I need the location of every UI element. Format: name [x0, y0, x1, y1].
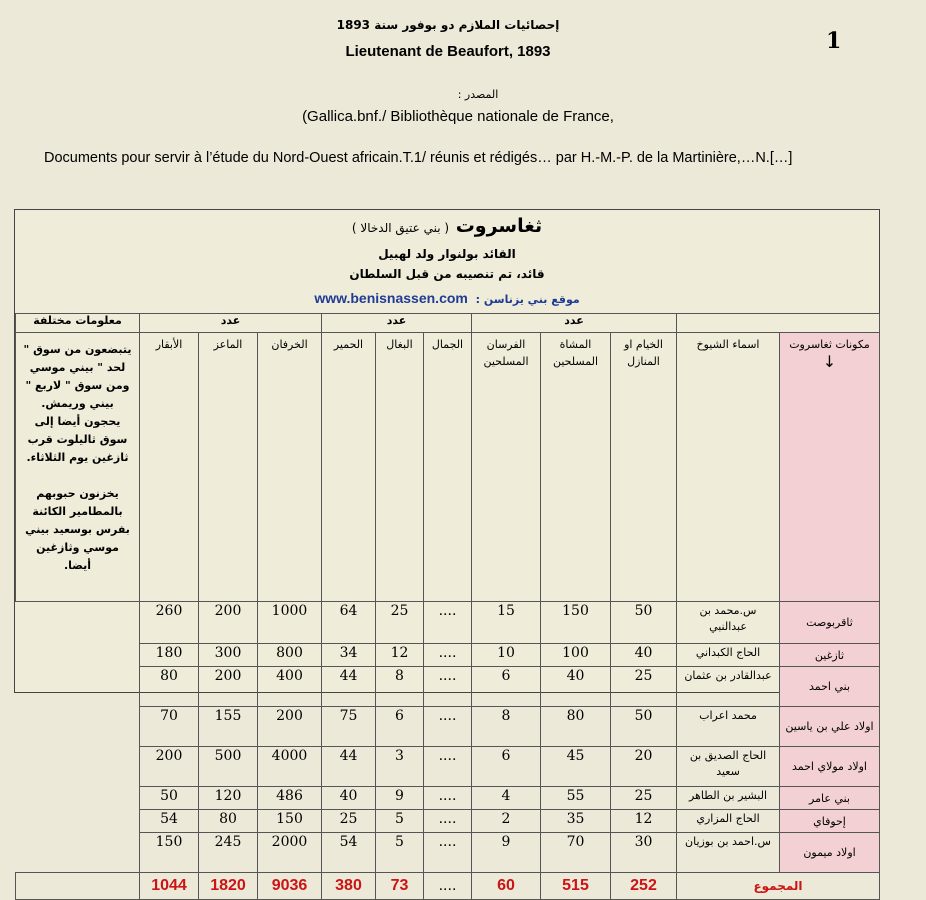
table-row: [16, 667, 880, 707]
cell-sheep: 150: [258, 810, 322, 833]
cell-sheep: 200: [258, 707, 322, 747]
cell-tents: 40: [611, 644, 677, 667]
col-components: [780, 333, 880, 602]
component-name: بني عامر: [780, 787, 880, 810]
cell-camels: ....: [424, 667, 472, 707]
col-goats: الماعز: [199, 333, 258, 602]
page-number: 1: [826, 28, 842, 54]
total-cavalry: 60: [472, 873, 541, 900]
cell-donkeys: 34: [322, 644, 376, 667]
cell-cavalry: 6: [472, 747, 541, 787]
cell-donkeys: 75: [322, 707, 376, 747]
table-row: [16, 747, 880, 787]
cell-infantry: 70: [541, 833, 611, 873]
site-label: موقع بني يزناسن :: [475, 293, 580, 306]
col-mules: البغال: [376, 333, 424, 602]
cell-infantry: 40: [541, 667, 611, 707]
tribe-subtitle: ( بني عتيق الدخالا ): [351, 221, 450, 235]
cell-infantry: 35: [541, 810, 611, 833]
cell-sheep: 2000: [258, 833, 322, 873]
sheikh-name: البشير بن الطاهر: [677, 787, 780, 810]
cell-sheep: 4000: [258, 747, 322, 787]
cell-goats: 300: [199, 644, 258, 667]
group-header-livestock: عدد: [140, 314, 322, 333]
component-name: اولاد علي بن ياسين: [780, 707, 880, 747]
total-tents: 252: [611, 873, 677, 900]
table-row: [16, 644, 880, 667]
cell-cattle: 54: [140, 810, 199, 833]
total-cattle: 1044: [140, 873, 199, 900]
col-components-label: مكونات ثغاسروت: [789, 338, 870, 351]
statistics-panel: [14, 209, 880, 894]
cell-donkeys: 64: [322, 602, 376, 644]
documents-reference: Documents pour servir à l’étude du Nord-Ouest africain.T.1/ réunis et rédigés… par H.-M.-P. de la Martinière,…N.[…]: [44, 150, 793, 166]
component-name: بني احمد: [780, 667, 880, 707]
site-url[interactable]: www.benisnassen.com: [314, 290, 468, 306]
sheikh-name: الحاج الصديق بن سعيد: [677, 747, 780, 787]
site-line: [15, 290, 879, 306]
qaid-line: القائد بولنوار ولد لهبيل: [378, 247, 516, 261]
cell-infantry: 80: [541, 707, 611, 747]
group-header-pack-animals: عدد: [322, 314, 472, 333]
component-name: إحوفاي: [780, 810, 880, 833]
cell-tents: 25: [611, 787, 677, 810]
cell-sheep: 800: [258, 644, 322, 667]
cell-sheep: 400: [258, 667, 322, 707]
cell-mules: 5: [376, 810, 424, 833]
notes-markets: يتبضعون من سوق " لحد " بيني موسي ومن سوق " لاربع " بيني وريمش. يحجون أيضا إلى سوق ثاليلوت قرب ثازغين يوم الثلاثاء.: [23, 343, 132, 464]
cell-mules: 5: [376, 833, 424, 873]
source-text: (Gallica.bnf./ Bibliothèque nationale de France,: [302, 108, 614, 125]
totals-row: [16, 873, 880, 900]
group-header-blank: [677, 314, 880, 333]
cell-cavalry: 6: [472, 667, 541, 707]
cell-goats: 200: [199, 667, 258, 707]
cell-tents: 50: [611, 602, 677, 644]
col-tents: الخيام او المنازل: [611, 333, 677, 602]
cell-camels: ....: [424, 707, 472, 747]
table-row: [16, 602, 880, 644]
cell-camels: ....: [424, 833, 472, 873]
sheikh-name: س.احمد بن بوزيان: [677, 833, 780, 873]
cell-tents: 50: [611, 707, 677, 747]
col-sheep: الخرفان: [258, 333, 322, 602]
tribe-name: ثغاسروت: [455, 215, 543, 237]
statistics-table: [15, 313, 880, 900]
cell-mules: 6: [376, 707, 424, 747]
cell-tents: 12: [611, 810, 677, 833]
cell-donkeys: 25: [322, 810, 376, 833]
cell-cattle: 80: [140, 667, 199, 707]
cell-cavalry: 2: [472, 810, 541, 833]
col-cattle: الأبقار: [140, 333, 199, 602]
cell-camels: ....: [424, 810, 472, 833]
cell-sheep: 486: [258, 787, 322, 810]
total-goats: 1820: [199, 873, 258, 900]
group-header-row: [16, 314, 880, 333]
cell-infantry: 45: [541, 747, 611, 787]
totals-label: المجموع: [677, 873, 880, 900]
cell-cattle: 150: [140, 833, 199, 873]
cell-mules: 12: [376, 644, 424, 667]
cell-mules: 25: [376, 602, 424, 644]
total-infantry: 515: [541, 873, 611, 900]
cell-donkeys: 44: [322, 747, 376, 787]
cell-infantry: 55: [541, 787, 611, 810]
table-row: [16, 787, 880, 810]
col-infantry: المشاة المسلحين: [541, 333, 611, 602]
cell-cattle: 70: [140, 707, 199, 747]
cell-donkeys: 40: [322, 787, 376, 810]
col-cavalry: الفرسان المسلحين: [472, 333, 541, 602]
total-mules: 73: [376, 873, 424, 900]
cell-sheep: 1000: [258, 602, 322, 644]
table-row: [16, 810, 880, 833]
appointment-line: قائد، تم تنصيبه من قبل السلطان: [349, 267, 545, 281]
cell-tents: 30: [611, 833, 677, 873]
col-donkeys: الحمير: [322, 333, 376, 602]
title-arabic: إحصائيات الملازم دو بوفور سنة 1893: [336, 18, 560, 32]
cell-goats: 200: [199, 602, 258, 644]
component-name: ثازغين: [780, 644, 880, 667]
cell-cavalry: 10: [472, 644, 541, 667]
sheikh-name: الحاج الكبداني: [677, 644, 780, 667]
cell-infantry: 100: [541, 644, 611, 667]
col-sheikhs: اسماء الشيوخ: [677, 333, 780, 602]
cell-cattle: 200: [140, 747, 199, 787]
cell-cattle: 180: [140, 644, 199, 667]
notes-storage: يخزنون حبوبهم بالمطامير الكائنة بفرس بوسعيد بيني موسي وثازغين أيضا.: [25, 487, 130, 572]
component-name: اولاد ميمون: [780, 833, 880, 873]
cell-camels: ....: [424, 644, 472, 667]
cell-camels: ....: [424, 747, 472, 787]
source-label: المصدر :: [457, 88, 499, 101]
cell-goats: 155: [199, 707, 258, 747]
table-row: [16, 833, 880, 873]
cell-cattle: 260: [140, 602, 199, 644]
cell-goats: 120: [199, 787, 258, 810]
cell-mules: 9: [376, 787, 424, 810]
title-french: Lieutenant de Beaufort, 1893: [345, 43, 551, 60]
cell-infantry: 150: [541, 602, 611, 644]
cell-camels: ....: [424, 787, 472, 810]
column-header-row: [16, 333, 880, 602]
cell-tents: 20: [611, 747, 677, 787]
cell-donkeys: 44: [322, 667, 376, 707]
sheikh-name: الحاج المزاري: [677, 810, 780, 833]
cell-goats: 500: [199, 747, 258, 787]
tribe-title: [15, 215, 879, 237]
total-sheep: 9036: [258, 873, 322, 900]
cell-goats: 80: [199, 810, 258, 833]
group-header-notes: معلومات مختلفة: [16, 314, 140, 333]
cell-mules: 8: [376, 667, 424, 707]
group-header-people: عدد: [472, 314, 677, 333]
col-camels: الجمال: [424, 333, 472, 602]
cell-cattle: 50: [140, 787, 199, 810]
cell-mules: 3: [376, 747, 424, 787]
sheikh-name: س.محمد بن عبدالنبي: [677, 602, 780, 644]
total-camels: ....: [424, 873, 472, 900]
cell-goats: 245: [199, 833, 258, 873]
cell-cavalry: 8: [472, 707, 541, 747]
cell-camels: ....: [424, 602, 472, 644]
cell-donkeys: 54: [322, 833, 376, 873]
table-row: [16, 707, 880, 747]
component-name: ثاقربوصت: [780, 602, 880, 644]
notes-cell: [16, 333, 140, 602]
cell-tents: 25: [611, 667, 677, 707]
cell-cavalry: 15: [472, 602, 541, 644]
total-donkeys: 380: [322, 873, 376, 900]
sheikh-name: عبدالقادر بن عثمان: [677, 667, 780, 707]
cell-cavalry: 4: [472, 787, 541, 810]
component-name: اولاد مولاي احمد: [780, 747, 880, 787]
totals-notes-blank: [16, 873, 140, 900]
cell-cavalry: 9: [472, 833, 541, 873]
down-arrow-icon: ↓: [822, 352, 837, 371]
sheikh-name: محمد اعراب: [677, 707, 780, 747]
